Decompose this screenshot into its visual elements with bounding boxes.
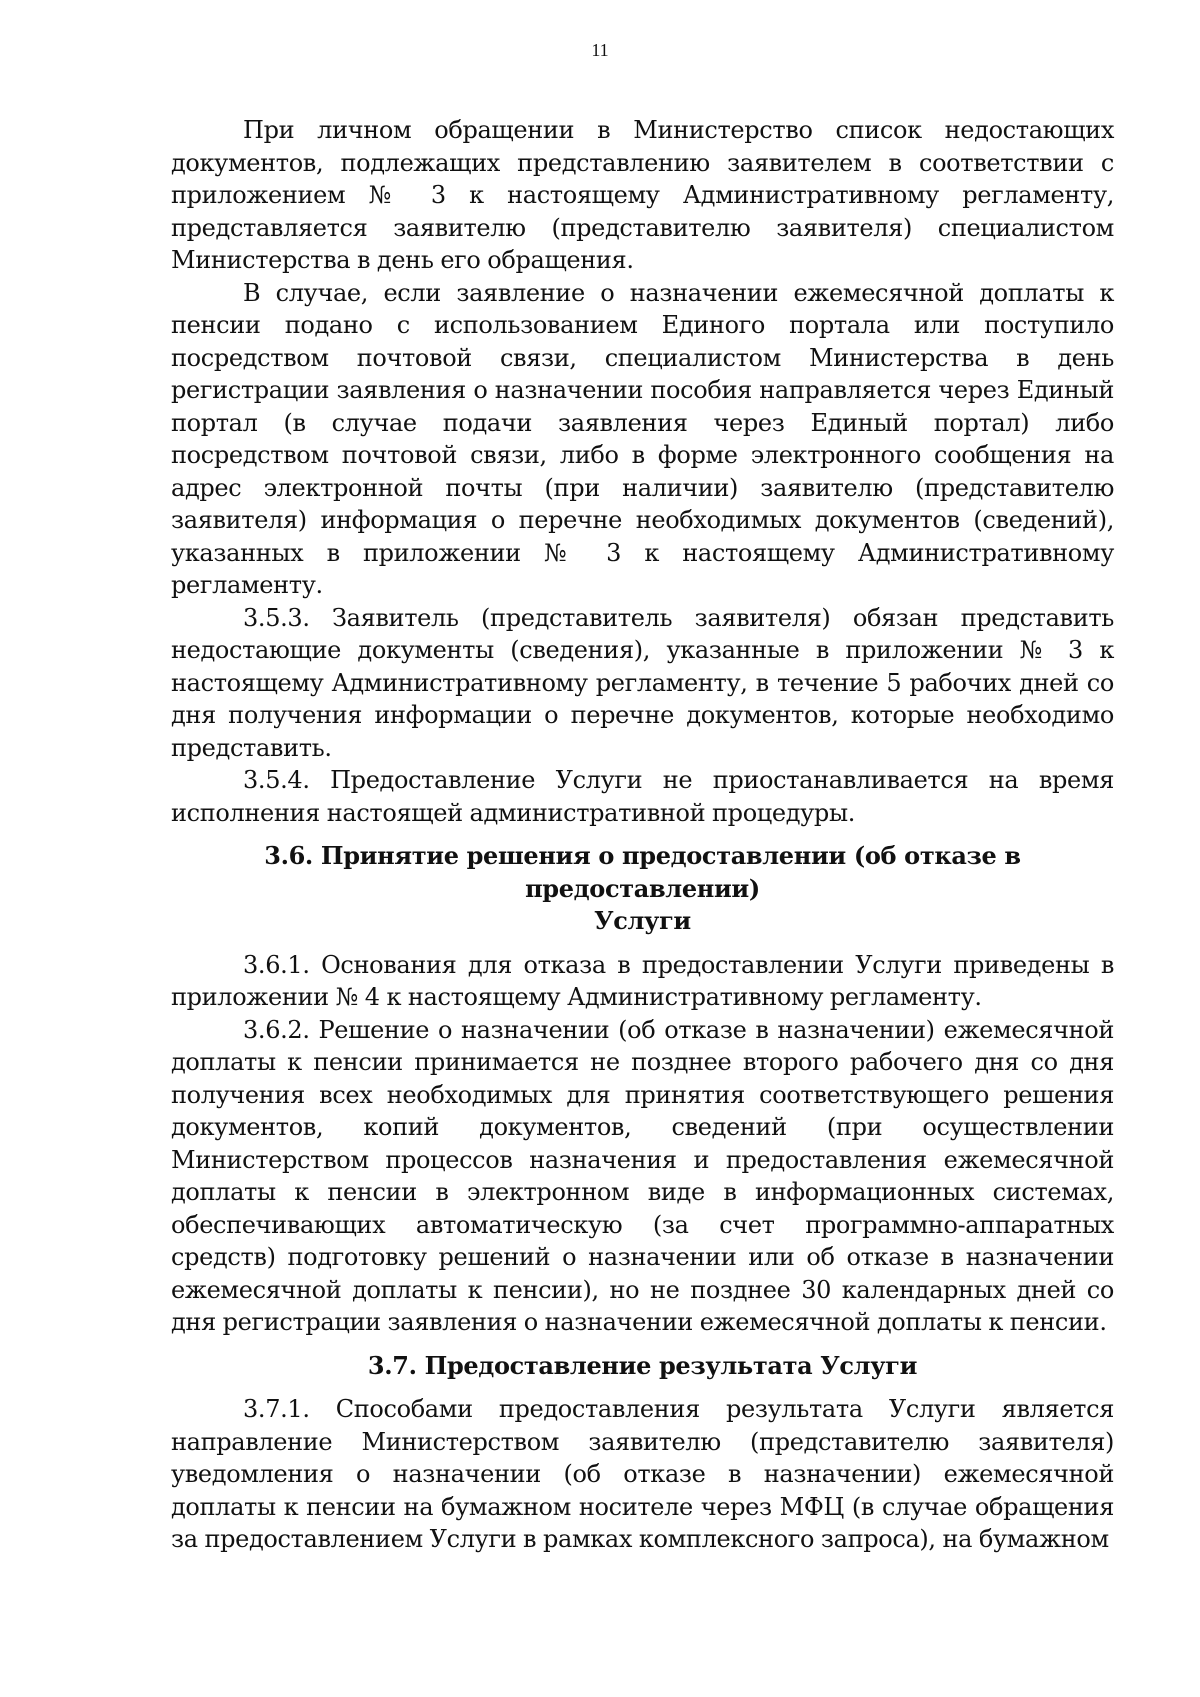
paragraph-3-5-4: 3.5.4. Предоставление Услуги не приостанавливается на время исполнения настоящей административной процедуры. (171, 766, 1114, 827)
paragraph-3-6-1: 3.6.1. Основания для отказа в предоставлении Услуги приведены в приложении № 4 к настоящему Административному регламенту. (171, 950, 1114, 1011)
section-heading-3-7: 3.7. Предоставление результата Услуги (367, 1350, 918, 1380)
page-body (171, 114, 1114, 1556)
section-heading-3-6-line2: Услуги (594, 906, 691, 935)
page-number: 11 (591, 40, 609, 60)
paragraph-3-5-3: 3.5.3. Заявитель (представитель заявителя) обязан представить недостающие документы (сведения), указанные в приложении № 3 к настоящему Административному регламенту, в течение 5 рабочих дней со дня получения информации о перечне документов, которые необходимо представить. (171, 603, 1114, 762)
paragraph-3-7-1: 3.7.1. Способами предоставления результата Услуги является направление Министерством заявителю (представителю заявителя) уведомления о назначении (об отказе в назначении) ежемесячной доплаты к пенсии на бумажном носителе через МФЦ (в случае обращения за предоставлением Услуги в рамках комплексного запроса), на бумажном (171, 1395, 1114, 1553)
paragraph-missing-documents-in-person: При личном обращении в Министерство список недостающих документов, подлежащих представлению заявителем в соответствии с приложением № 3 к настоящему Административному регламенту, представляется заявителю (представителю заявителя) специалистом Министерства в день его обращения. (171, 116, 1114, 274)
paragraph-3-6-2: 3.6.2. Решение о назначении (об отказе в назначении) ежемесячной доплаты к пенсии принимается не позднее второго рабочего дня со дня получения всех необходимых для принятия соответствующего решения документов, копий документов, сведений (при осуществлении Министерством процессов назначения и предоставления ежемесячной доплаты к пенсии в электронном виде в информационных системах, обеспечивающих автоматическую (за счет программно-аппаратных средств) подготовку решений о назначении или об отказе в назначении ежемесячной доплаты к пенсии), но не позднее 30 календарных дней со дня регистрации заявления о назначении ежемесячной доплаты к пенсии. (171, 1015, 1114, 1336)
section-heading-3-6 (171, 840, 1114, 938)
section-heading-3-6-line1: 3.6. Принятие решения о предоставлении (об отказе в предоставлении) (264, 841, 1021, 903)
paragraph-missing-documents-portal: В случае, если заявление о назначении ежемесячной доплаты к пенсии подано с использованием Единого портала или поступило посредством почтовой связи, специалистом Министерства в день регистрации заявления о назначении пособия направляется через Единый портал (в случае подачи заявления через Единый портал) либо посредством почтовой связи, либо в форме электронного сообщения на адрес электронной почты (при наличии) заявителю (представителю заявителя) информация о перечне необходимых документов (сведений), указанных в приложении № 3 к настоящему Административному регламенту. (171, 278, 1114, 599)
